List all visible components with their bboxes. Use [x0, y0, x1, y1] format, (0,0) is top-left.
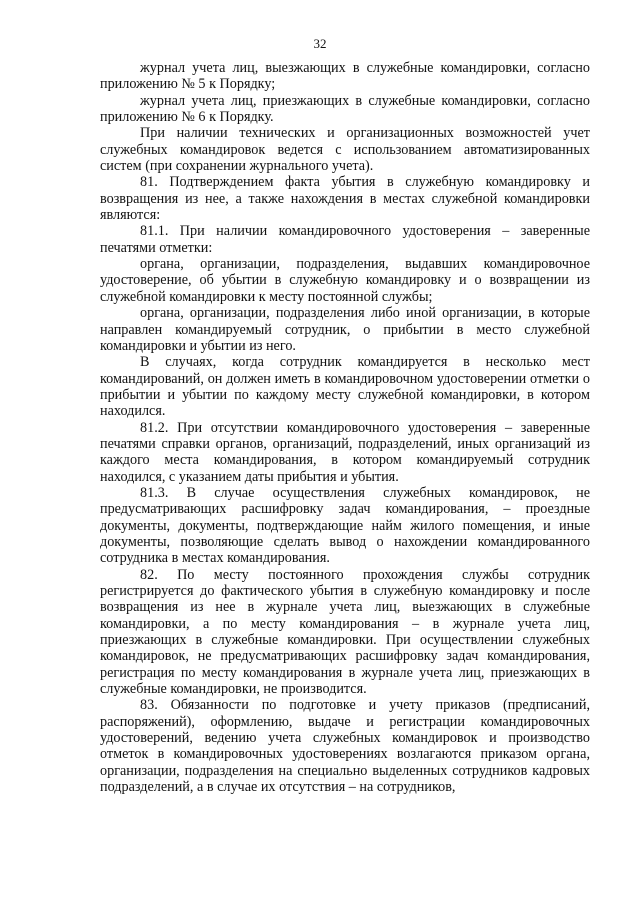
paragraph: журнал учета лиц, приезжающих в служебные командировки, согласно приложению № 6 к Порядку. — [100, 92, 590, 126]
paragraph-clause-81-2: 81.2. При отсутствии командировочного удостоверения – заверенные печатями справки органов, организаций, подразделений, иных организаций из каждого места командирования, в котором командируемый сотрудник находился, с указанием даты прибытия и убытия. — [100, 419, 590, 485]
paragraph: органа, организации, подразделения либо иной организации, в которые направлен командируемый сотрудник, о прибытии в место служебной командировки и убытии из него. — [100, 305, 590, 354]
document-body — [100, 60, 590, 795]
paragraph: журнал учета лиц, выезжающих в служебные командировки, согласно приложению № 5 к Порядку; — [100, 60, 590, 93]
paragraph-clause-81-1: 81.1. При наличии командировочного удостоверения – заверенные печатями отметки: — [100, 223, 590, 256]
paragraph-clause-81: 81. Подтверждением факта убытия в служебную командировку и возвращения из нее, а также нахождения в местах служебной командировки являются: — [100, 174, 590, 224]
paragraph-clause-83: 83. Обязанности по подготовке и учету приказов (предписаний, распоряжений), оформлению, выдаче и регистрации командировочных удостоверений, ведению учета служебных командировок и производство отметок в командировочных удостоверениях возлагаются приказом органа, организации, подразделения на специально выделенных сотрудников кадровых подразделений, а в случае их отсутствия – на сотрудников, — [100, 697, 590, 796]
page-number: 32 — [313, 36, 327, 51]
paragraph: При наличии технических и организационных возможностей учет служебных командировок ведется с использованием автоматизированных систем (при сохранении журнального учета). — [100, 125, 590, 175]
paragraph-clause-82: 82. По месту постоянного прохождения службы сотрудник регистрируется до фактического убытия в служебную командировку и после возвращения из нее в журнале учета лиц, выезжающих в служебные командировки, а по месту командирования – в журнале учета лиц, приезжающих в служебные командировки. При осуществлении служебных командировок, не предусматривающих расшифровку задач командирования, регистрация по месту командирования в журнале учета лиц, приезжающих в служебные командировки, не производится. — [100, 566, 590, 698]
paragraph: В случаях, когда сотрудник командируется в несколько мест командирований, он должен иметь в командировочном удостоверении отметки о прибытии и убытии по каждому месту служебной командировки, в котором находился. — [100, 354, 590, 420]
paragraph-clause-81-3: 81.3. В случае осуществления служебных командировок, не предусматривающих расшифровку задач командирования, – проездные документы, документы, подтверждающие найм жилого помещения, и иные документы, позволяющие сделать вывод о нахождении командированного сотрудника в местах командирования. — [100, 484, 590, 567]
paragraph: органа, организации, подразделения, выдавших командировочное удостоверение, об убытии в служебную командировку и о возвращении из служебной командировки к месту постоянной службы; — [100, 256, 590, 305]
